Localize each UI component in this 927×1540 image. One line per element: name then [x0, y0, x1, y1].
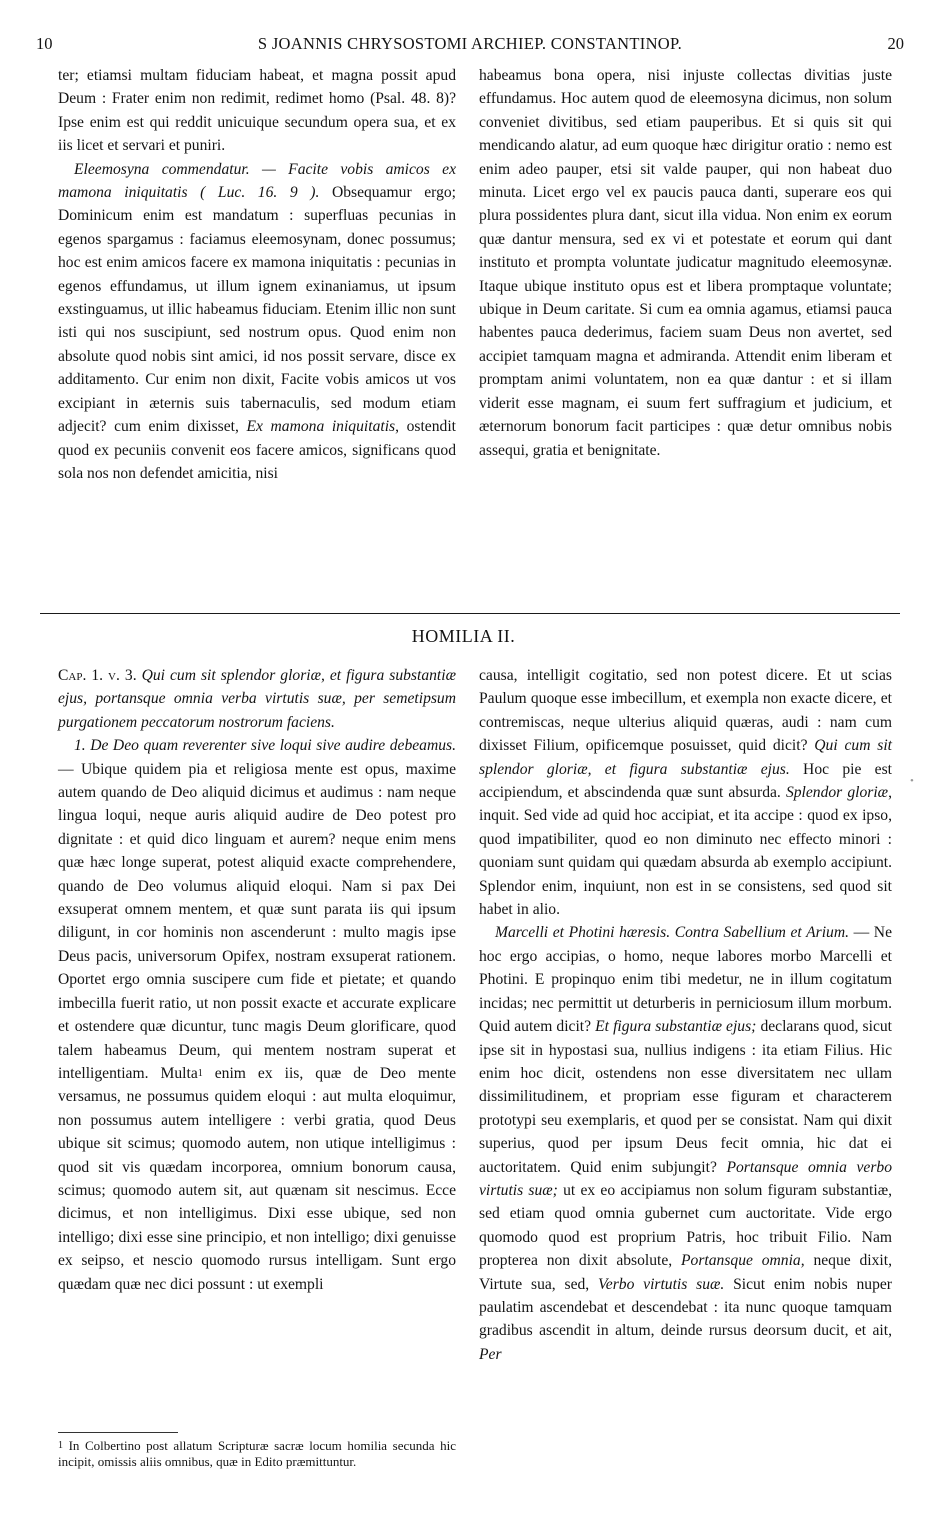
- paragraph: [58, 158, 456, 486]
- paragraph-text: declarans quod, sicut ipse sit in hypostasi sua, nullius indigens : ita etiam Filius. Hic enim hoc dicit, ostendens non esse diversitatem nec ullam dissimilitudinem, et propriam esse figuram et characterem prototypi seu exemplaris, et quod per se consistat. Nam qui dixit superius, quod per ipsum Deus fecit omnia, hic dat ei auctoritatem. Quid enim subjungit?: [479, 1018, 892, 1176]
- paragraph-text: enim ex iis, quæ de Deo mente versamus, ne possumus quidem eloqui : aut multa eloquimur, non possumus autem intelligere : verbi gratia, quod Deus ubique sit scimus; quomodo autem, non utique intelligimus : quod sit vis quædam incorporea, omnium bonorum causa, scimus; quomodo autem sit, aut quænam sit nescimus. Ecce dicimus, et non intelligimus. Dixi esse ubique, sed non intelligo; dixi esse sine principio, et non intelligo; dixi genuisse ex seipso, et nescio quomodo rursus intelligam. Sunt ergo quædam quæ nec dici possunt : ut exempli: [58, 1064, 456, 1293]
- paragraph-text: causa, intelligit cogitatio, sed non potest dicere. Et ut scias Paulum quoque esse imbecillum, et exempla non exacte dicere, et contremiscas, neque ulterius aliquid quæras, audi : nam cum dixisset Filium, opificemque posuisset, quid dicit?: [479, 667, 892, 755]
- section-divider: [40, 613, 900, 614]
- paragraph: [479, 921, 892, 1366]
- page-number-right: 20: [887, 34, 904, 53]
- paragraph: [479, 664, 892, 921]
- paragraph-text: , inquit. Sed vide ad quid hoc accipiat, et ita accipe : quod ex ipso, quod impatibiliter, quod eo non diminuto nec effecto minori : quoniam sunt quidam qui quædam absurda ab exemplo accipiunt. Splendor enim, inquiunt, non est in se consistens, sed quod sit habet in alio.: [479, 784, 892, 919]
- paragraph: [58, 734, 456, 1296]
- paragraph-text: neque dixit, Virtute sua, sed,: [479, 1252, 892, 1293]
- paragraph-text: — Ubique quidem pia et religiosa mente est opus, maxime autem quando de Deo aliquid dicimus et audimus : nam neque lingua loqui, neque auris aliquid audire de Deo potest pro dignitate : et quid dico linguam et aurem? neque enim mens quæ hæc longe superat, potest aliquid exacte comprehendere, quando de Deo volumus aliquid eloqui. Nam si pax Dei exsuperat omnem mentem, et quæ sunt parata iis qui ipsum diligunt, in cor hominis non ascenderunt : multo magis ipse Deus pacis, universorum Opifex, nostram exsuperat rationem. Oportet ergo omnia suscipere cum fide et pietate; et quando imbecilla fuerit ratio, ut non possit exacte et accurate explicare et ostendere quæ dicuntur, tunc magis Deum glorificare, quod talem habeamus Deum, qui mentem nostram superat et intelligentiam. Multa: [58, 760, 456, 1082]
- quotation: Portansque omnia,: [681, 1252, 805, 1270]
- quotation: Qui cum sit splendor gloriæ, et figura substantiæ ejus.: [479, 737, 892, 778]
- margin-mark-icon: •: [910, 775, 914, 787]
- lower-left-column: [58, 664, 456, 1296]
- quotation: Verbo virtutis suæ.: [597, 1275, 725, 1293]
- paragraph-text: ut ex eo accipiamus non solum figuram substantiæ, sed etiam quod omnia gubernet cum auctoritate. Vide ergo quomodo quod est proprium Patris, hoc tribuit Filio. Nam propterea non dixit absolute,: [479, 1181, 892, 1270]
- quotation: Per: [479, 1345, 502, 1363]
- quotation: Et figura substantiæ ejus;: [595, 1018, 757, 1036]
- quotation: Splendor gloriæ: [785, 784, 889, 802]
- paragraph: ter; etiamsi multam fiduciam habeat, et magna possit apud Deum : Frater enim non redimit, redimet homo (Psal. 48. 8)? Ipse enim est qui reddit unicuique secundum opera sua, et ex iis licet et servari et puniri.: [58, 67, 456, 155]
- chapter-verse: [58, 664, 456, 734]
- paragraph-text: Obsequamur ergo; Dominicum enim est mandatum : superfluas pecunias in egenos spargamus : faciamus eleemosynam, donec possumus; hoc est enim amicos facere ex mamona iniquitatis : pecunias in egenos effundamus, ut illum ignem exinaniamus, ut ipsum exstinguamus, ut illic habeamus fiduciam. Etenim illic non sunt isti qui nos suscipiunt, sed nostrum opus. Quod enim non absolute quod nobis sint amici, id nos possit servare, disce ex additamento. Cur enim non dixit, Facite vobis amicos ut vos excipiant in æternis suis tabernaculis, sed modum etiam adjecit? cum enim dixisset,: [58, 184, 456, 436]
- running-header: [36, 34, 904, 60]
- homily-title: HOMILIA II.: [411, 626, 516, 646]
- quotation: Portansque omnia verbo virtutis suæ;: [479, 1158, 893, 1199]
- upper-right-column: [479, 64, 892, 462]
- footnote-marker: 1: [197, 1067, 203, 1079]
- footnote: [58, 1438, 456, 1470]
- footnote-text: In Colbertino post allatum Scripturæ sacræ locum homilia secunda hic incipit, omissis aliis omnibus, quæ in Edito præmittuntur.: [58, 1438, 456, 1469]
- chapter-label: Cap. 1. v. 3.: [58, 667, 137, 684]
- running-title: S JOANNIS CHRYSOSTOMI ARCHIEP. CONSTANTINOP.: [257, 34, 683, 53]
- paragraph: habeamus bona opera, nisi injuste collectas divitias juste effundamus. Hoc autem quod de eleemosyna dicimus, non solum conveniet divitibus, sed etiam pauperibus. Et si quis sit qui mendicando alatur, ad eum quoque hæc dirigitur oratio : nemo est enim adeo pauper, etsi sit valde pauper, qui non habeat duo minuta. Licet ergo vel ex paucis pauca danti, superare eos qui plura possidentes plura dant, sicut illa vidua. Non enim ex eorum quæ dantur mensura, sed ex vi et potestate et eorum qui dant instituto et prompta voluntate judicatur magnitudo eleemosynæ. Itaque ubique instituto opus est et libera promptaque voluntate; ubique in Deum caritate. Si cum ea omnia agamus, etiamsi pauca habentes pauca dederimus, faciem suam Deus non avertet, sed accipiet tamquam magna et admiranda. Attendit enim liberam et promptam animi voluntatem, non ea quæ dantur : et si illam viderit esse magnam, ei suum fert suffragium et judicium, et æternorum bonorum facit participes : quæ detur omnibus nobis assequi, gratia et benignitate.: [479, 67, 892, 459]
- page-number-left: 10: [36, 34, 53, 53]
- lower-right-column: [479, 664, 892, 1366]
- paragraph-text: Hoc pie est accipiendum, et abscindenda quæ sunt absurda.: [479, 760, 892, 802]
- scripture-text: Qui cum sit splendor gloriæ, et figura substantiæ ejus, portansque omnia verba virtutis suæ, per semetipsum purgationem peccatorum nostrorum faciens.: [58, 667, 456, 731]
- paragraph-text: — Ne hoc ergo accipias, o homo, neque labores morbo Marcelli et Photini. E propinquo enim tibi medetur, ne in illum cogitatum incidas; nec permittit ut deturberis in perniciosum illum morbum. Quid autem dicit?: [479, 924, 892, 1036]
- upper-left-column: [58, 64, 456, 485]
- section-heading: Eleemosyna commendatur. — Facite vobis amicos ex mamona iniquitatis ( Luc. 16. 9 ).: [58, 160, 456, 202]
- footnote-number: 1: [58, 1440, 63, 1451]
- section-heading: 1. De Deo quam reverenter sive loqui sive audire debeamus.: [74, 737, 456, 755]
- paragraph-text: Sicut enim nobis nuper paulatim ascendebat et descendebat : ita nunc quoque tamquam gradibus ascendit in altum, deinde rursus deorsum ducit, et ait,: [479, 1275, 892, 1340]
- section-heading: Marcelli et Photini hæresis. Contra Sabellium et Arium.: [495, 924, 849, 942]
- quotation: Ex mamona iniquitatis: [246, 418, 396, 436]
- paragraph-text: , ostendit quod ex pecuniis convenit eos facere amicos, significans quod sola nos non defendet amicitia, nisi: [58, 418, 456, 482]
- footnote-rule: [58, 1432, 178, 1433]
